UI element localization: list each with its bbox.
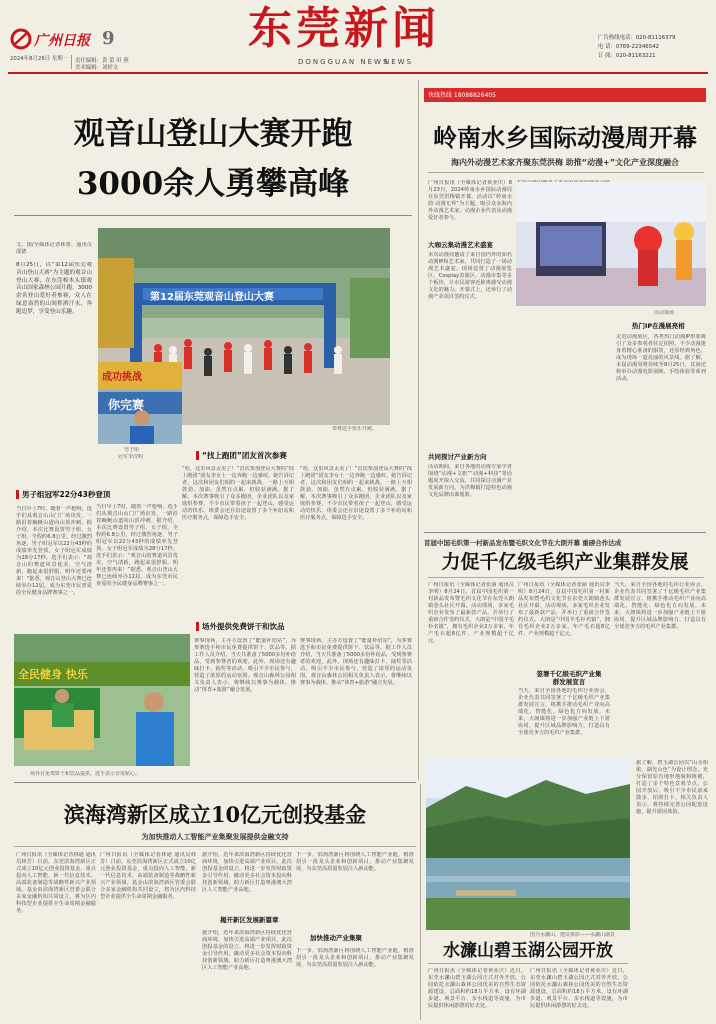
fund-body-2-top: 据介绍，近年来滨海湾新区持续优化营商环境，加快引进高端产业项目。此次创投基金的设立，将进一步发挥财政资金引导作用，撬动更多社会资本投向科技创新领域，助力新区打造粤港澳大湾区人工智能产业高地。 — [202, 852, 292, 893]
animation-body-1: 广州日报讯（全媒体记者黄业庆）8月23日，2024岭南水乡国际动漫周在东莞洪梅镇开幕。活动以“岭南水韵·动漫无界”为主题，吸引众多海内外动漫艺术家、动漫企业代表及动漫爱好者参与。 — [428, 180, 512, 221]
sub3-marker — [196, 622, 199, 631]
sub2-body-col2: “哇，这里风景太美了！”首次参加登山大赛的“找上跑团”团友李女士一边奔跑一边感叹。她告诉记者，这次和团友们相约一起来挑战，一路上互相鼓劲、加油，虽然有点累，但收获满满。据了解，本次赛事吸引了众多跑团、企业团队以及家庭组参赛，不少市民带着孩子一起登山，感受运动的快乐。组委会还在沿途设置了多个补给站和医疗服务点，保障选手安全。 — [300, 466, 412, 521]
sub1-marker — [16, 490, 19, 499]
fund-headline: 滨海湾新区成立10亿元创投基金 — [63, 802, 367, 827]
race-banner-text: 第12届东莞观音山登山大赛 — [150, 292, 274, 303]
logo-emblem-icon — [10, 28, 32, 50]
animation-event-photo — [516, 182, 706, 306]
wool-headline: 力促千亿级毛织产业集群发展 — [441, 551, 689, 573]
park-photo — [426, 758, 630, 930]
ad-line-1: 广告热线电话：020-81116379 — [598, 35, 676, 41]
snack-photo-caption: 场外有免费饼干和饮品提供，选手表示非常贴心。 — [30, 771, 141, 777]
banner-strip: 快线热线 18088826405 — [424, 88, 706, 102]
ad-line-3: 订 阅：020-81163221 — [598, 53, 656, 59]
sub2-marker — [196, 451, 199, 460]
sub1-body-col2: 当日早上7时，随着一声枪响，选手们从观音山山门广场出发，一路沿着蜿蜒山道向山顶冲刺。据介绍，本次比赛设置男子组、女子组，全程约6.8公里。经过激烈角逐，男子组冠军以22分43秒的成绩率先登顶，女子组冠军成绩为28分17秒。选手们表示：“观音山的赛道风景优美，空气清新，跑起来很舒服，明年还要再来！”据悉，观音山登山大赛已连续举办12届，成为东莞市民喜爱的全民健身品牌赛事之一。 — [96, 504, 178, 587]
sub3-body: 赛事现场，主办方设置了“能量补给站”，为参赛选手和市民免费提供饼干、饮品等。据工作人员介绍，当天共准备了5000多份补给品，受到参赛者的欢迎。此外，现场还有趣味打卡、抽奖等活动，吸引不少市民参与，营造了浓厚的运动氛围。观音山森林公园相关负责人表示，将继续以赛事为载体，推动“体育+旅游”融合发展。 — [194, 638, 296, 693]
park-headline: 水濂山碧玉湖公园开放 — [443, 941, 613, 961]
left-headline-1: 观音山登山大赛开跑 — [73, 116, 353, 152]
animation-body-3: 活动期间，来自各地的动漫专家学者围绕“动漫+文旅”“动漫+科技”等话题展开深入交流，共同探讨动漫产业发展新方向，为洪梅镇打造特色动漫文化品牌出谋划策。 — [428, 464, 512, 498]
wool-kicker: 首届中国毛织第一村新品发布暨毛织文化节在大朗开幕 重磅合作达成 — [424, 539, 622, 547]
wool-body-2: 当天，来自全国各地的毛织行业协会、企业代表共同签署了千亿级毛织产业集群发展宣言，将携手推动毛织产业向高端化、智能化、绿色化方向发展。未来，大朗镇将进一步加强产业链上下游协同，提升区域品牌影响力，打造具有全球竞争力的毛织产业集群。 — [518, 688, 610, 736]
sub1-heading: 男子组冠军22分43秒登顶 — [22, 490, 111, 499]
left-headline-2: 3000余人勇攀高峰 — [76, 166, 350, 202]
animation-sub-a: 大咖云集动漫艺术盛宴 — [428, 241, 493, 249]
champion-caption-1: 男子组 — [124, 447, 140, 453]
sub2-body: “哇，这里风景太美了！”首次参加登山大赛的“找上跑团”团友李女士一边奔跑一边感叹。她告诉记者，这次和团友们相约一起来挑战，一路上互相鼓劲、加油，虽然有点累，但收获满满。据了解，本次赛事吸引了众多跑团、企业团队以及家庭组参赛，不少市民带着孩子一起登山，感受运动的快乐。组委会还在沿途设置了多个补给站和医疗服务点，保障选手安全。 — [182, 466, 294, 521]
sub1-body: 当日早上7时，随着一声枪响，选手们从观音山山门广场出发，一路沿着蜿蜒山道向山顶冲刺。据介绍，本次比赛设置男子组、女子组，全程约6.8公里。经过激烈角逐，男子组冠军以22分43秒的成绩率先登顶，女子组冠军成绩为28分17秒。选手们表示：“观音山的赛道风景优美，空气清新，跑起来很舒服，明年还要再来！”据悉，观音山登山大赛已连续举办12届，成为东莞市民喜爱的全民健身品牌赛事之一。 — [16, 506, 92, 596]
left-lead: 8月25日，以“第12届东莞观音山登山大赛”为主题的观音山登山大赛，在东莞樟木头镇观音山国家森林公园开跑，3000余名登山爱好者参赛，众人在绿意盎然的山间挥洒汗水、奔跑追梦，享受登山乐趣。 — [16, 262, 92, 315]
park-body-1-col2: 广州日报讯（全媒体记者黄业庆）近日，东莞水濂山碧玉湖公园正式对外开放。公园依托水濂山森林公园优美的自然生态资源建设，总面积约18万平方米，设有环湖步道、观景平台、亲水栈道等设施，为市民提供休闲游憩的好去处。 — [530, 968, 628, 1009]
fund-body-3-top: 下一步，滨海湾新区将围绕人工智能产业链，精准招引一批龙头企业和创新项目，推动产业集聚发展，为东莞高质量发展注入新动能。 — [296, 852, 414, 872]
fund-body-3: 下一步，滨海湾新区将围绕人工智能产业链，精准招引一批龙头企业和创新项目，推动产业集聚发展，为东莞高质量发展注入新动能。 — [296, 948, 414, 968]
champion-photo — [98, 362, 182, 444]
sub2-heading: “找上跑团”团友首次参赛 — [202, 451, 287, 460]
champion-banner-text-2: 你完赛 — [108, 398, 145, 412]
fund-body-1: 广州日报讯（全媒体记者林通 通讯员林芳）日前，东莞滨海湾新区正式成立10亿元创业投资基金，重点投向人工智能、新一代信息技术、高端装备制造等战略性新兴产业领域。基金由滨海湾新区管委会联合多家金融机构共同设立，将为区内科技型企业提供全生命周期金融服务。 — [16, 852, 96, 914]
wool-body-1: 广州日报讯（全媒体记者张丽 通讯员李明）8月24日，首届中国毛织第一村新品发布暨毛织文化节在东莞大朗镇巷头社区开幕。活动现场，多家毛织企业发布了最新款产品，并举行了重磅合作签约仪式。大朗是“中国羊毛衫名镇”，拥有毛织企业2万多家，年产毛衣超8亿件，产业规模超千亿元。 — [428, 582, 514, 644]
animation-sub-b: 共同探讨产业新方向 — [428, 453, 487, 461]
wool-body-1-col2: 广州日报讯（全媒体记者张丽 通讯员李明）8月24日，首届中国毛织第一村新品发布暨毛织文化节在东莞大朗镇巷头社区开幕。活动现场，多家毛织企业发布了最新款产品，并举行了重磅合作签约仪式。大朗是“中国羊毛衫名镇”，拥有毛织企业2万多家，年产毛衣超8亿件，产业规模超千亿元。 — [518, 582, 610, 637]
wool-body-2-col3: 当天，来自全国各地的毛织行业协会、企业代表共同签署了千亿级毛织产业集群发展宣言，将携手推动毛织产业向高端化、智能化、绿色化方向发展。未来，大朗镇将进一步加强产业链上下游协同，提升区域品牌影响力，打造具有全球竞争力的毛织产业集群。 — [614, 582, 706, 630]
animation-body-4: 走进动漫展区，各类热门动漫IP形象吸引了众多参观者驻足拍照。不少动漫迷身着精心准备的服装，还原经典角色，成为现场一道亮丽的风景线。据了解，本届动漫周将持续至8月25日，其间还将举办动漫电影展映、手绘体验等系列活动。 — [616, 334, 706, 382]
ad-line-2: 电 话：0769-22346542 — [598, 44, 659, 50]
fund-body-2: 据介绍，近年来滨海湾新区持续优化营商环境，加快引进高端产业项目。此次创投基金的设立，将进一步发挥财政资金引导作用，撬动更多社会资本投向科技创新领域，助力新区打造粤港澳大湾区人工智能产业高地。 — [202, 930, 292, 971]
park-body-1: 广州日报讯（全媒体记者黄业庆）近日，东莞水濂山碧玉湖公园正式对外开放。公园依托水濂山森林公园优美的自然生态资源建设，总面积约18万平方米，设有环湖步道、观景平台、亲水栈道等设施，为市民提供休闲游憩的好去处。 — [428, 968, 526, 1009]
animation-photo-caption: 活动现场 — [654, 310, 675, 316]
fund-body-1-col2: 广州日报讯（全媒体记者林通 通讯员林芳）日前，东莞滨海湾新区正式成立10亿元创业投资基金，重点投向人工智能、新一代信息技术、高端装备制造等战略性新兴产业领域。基金由滨海湾新区管委会联合多家金融机构共同设立，将为区内科技型企业提供全生命周期金融服务。 — [100, 852, 196, 900]
page-number: 9 — [102, 28, 115, 49]
masthead — [0, 0, 716, 72]
left-byline: 文、图/全媒体记者林蕾、通讯员 邵德 — [16, 242, 92, 255]
animation-subhead: 海内外动漫艺术家齐聚东莞洪梅 助推“动漫+”文化产业深度融合 — [450, 158, 679, 167]
animation-headline: 岭南水乡国际动漫周开幕 — [433, 123, 697, 152]
animation-body-2: 本次动漫周邀请了来自国内外的知名动漫IP和艺术家，共同打造了一场动漫艺术盛宴。现场设置了动漫展览区、Cosplay表演区、动漫市集等多个板块，让市民游客近距离感受动漫文化的魅力。开幕式上，还举行了动漫产业项目签约仪式。 — [428, 252, 512, 300]
date-line: 2024年8月26日 星期一 — [10, 56, 69, 62]
page-subtitle-en: DONGGUAN NEWS — [298, 58, 390, 66]
park-photo-caption: 图为水濂山，建议摄影——水濂山湖景 — [530, 932, 616, 938]
sub3-body-col2: 赛事现场，主办方设置了“能量补给站”，为参赛选手和市民免费提供饼干、饮品等。据工作人员介绍，当天共准备了5000多份补给品，受到参赛者的欢迎。此外，现场还有趣味打卡、抽奖等活动，吸引不少市民参与，营造了浓厚的运动氛围。观音山森林公园相关负责人表示，将继续以赛事为载体，推动“体育+旅游”融合发展。 — [300, 638, 412, 686]
newspaper-logo: 广州日报 — [10, 28, 104, 50]
wool-sub-a: 签署千亿级毛织产业集群发展宣言 — [536, 670, 602, 686]
sub3-heading: 场外提供免费饼干和饮品 — [202, 622, 285, 631]
animation-sub-c: 热门IP在漫展亮相 — [632, 322, 685, 330]
editor-line-2: 美术编辑：刘婷文 — [75, 65, 119, 71]
champion-banner-text: 成功挑战 — [102, 372, 142, 383]
snack-stand-photo — [14, 634, 190, 766]
race-photo-caption: 参赛选手快乐开跑。 — [332, 426, 378, 432]
champion-caption-2: 冠军李汉明 — [118, 454, 144, 460]
page-title: 东莞新闻 — [248, 3, 440, 54]
fund-sub-a: 揭开新区发展新篇章 — [220, 916, 279, 924]
fund-subhead: 为加快推动人工智能产业集聚发展提供金融支持 — [141, 833, 289, 841]
park-body-2: 据了解，碧玉湖公园以“山水相依、湖光山色”为设计理念，充分保留原有地形地貌和植被，打造了多个特色景观节点。公园开放后，吸引不少市民前来散步、拍照打卡。相关负责人表示，将持续完善公园配套设施，提升游园体验。 — [636, 760, 708, 815]
editor-line-1: 责任编辑：黄 蕾 田 蕙 — [75, 58, 129, 64]
fund-sub-b: 加快推动产业集聚 — [310, 934, 362, 942]
stand-banner-text: 全民健身 快乐 — [18, 668, 88, 681]
page-subtitle-en2: NEWS — [384, 58, 414, 66]
